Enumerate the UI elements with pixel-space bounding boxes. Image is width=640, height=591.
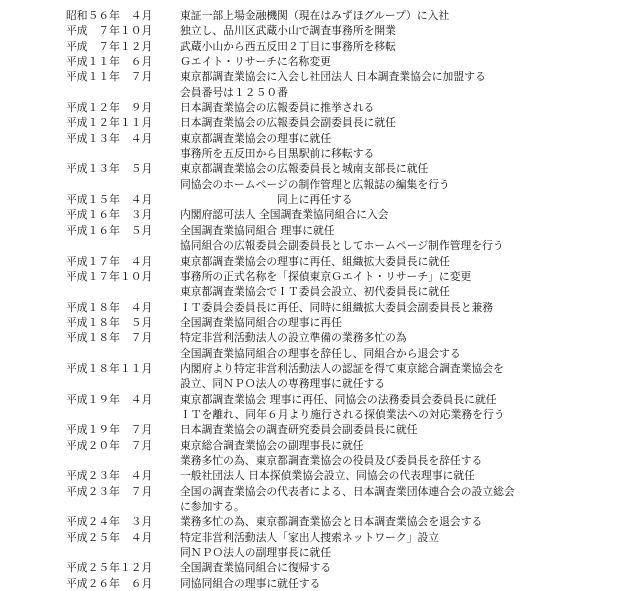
history-row	[0, 468, 640, 483]
history-text: 同協会のホームページの制作管理と広報誌の編集を行う	[180, 177, 450, 191]
history-date: 平成１７年 ４月	[66, 254, 153, 268]
history-text: 一般社団法人 日本探偵業協会設立、同協会の代表理事に就任	[180, 469, 475, 483]
history-text: ＩＴを離れ、同年６月より施行される探偵業法への対応業務を行う	[180, 407, 505, 421]
history-row	[0, 530, 640, 545]
history-date: 平成１８年１１月	[66, 361, 153, 375]
history-text: 東京都調査業協会に入会し社団法人 日本調査業協会に加盟する	[180, 70, 486, 84]
history-text: 事務所の正式名称を「探偵東京Ｇエイト・リサーチ」に変更	[180, 269, 472, 283]
history-date: 平成２３年 ７月	[66, 484, 153, 498]
history-row	[0, 560, 640, 575]
history-date: 平成１３年 ５月	[66, 162, 153, 176]
history-date: 平成２６年 ６月	[66, 576, 153, 590]
history-text: 同ＮＰＯ法人の副理事長に就任	[180, 546, 332, 560]
history-text: 同協同組合の理事に就任する	[180, 576, 321, 590]
history-date: 昭和５６年 ４月	[66, 9, 153, 22]
history-row	[0, 85, 640, 100]
history-row	[0, 69, 640, 84]
history-text: 東京都調査業協会の広報委員長と城南支部長に就任	[180, 162, 429, 176]
history-text: 設立、同ＮＰＯ法人の専務理事に就任する	[180, 377, 386, 391]
history-row	[0, 39, 640, 54]
history-row	[0, 207, 640, 222]
history-text: 東京都調査業協会 理事に再任、同協会の法務委員会委員長に就任	[180, 392, 497, 406]
history-date: 平成２５年 ４月	[66, 530, 153, 544]
history-text: 内閣府認可法人 全国調査業協同組合に入会	[180, 208, 389, 222]
history-text: 全国調査業協同組合 理事に就任	[180, 223, 335, 237]
history-row	[0, 300, 640, 315]
history-date: 平成１６年 ３月	[66, 208, 153, 222]
history-text: 東京総合調査業協会の副理事長に就任	[180, 438, 364, 452]
history-row	[0, 100, 640, 115]
history-date: 平成１３年 ４月	[66, 131, 153, 145]
history-row	[0, 223, 640, 238]
history-row	[0, 23, 640, 38]
history-row	[0, 576, 640, 591]
history-row	[0, 8, 640, 23]
history-row	[0, 545, 640, 560]
history-text: 東京都調査業協会の理事に再任、組織拡大委員長に就任	[180, 254, 450, 268]
history-text: 協同組合の広報委員会副委員長としてホームページ制作管理を行う	[180, 239, 504, 253]
history-row	[0, 284, 640, 299]
history-row	[0, 361, 640, 376]
history-row	[0, 269, 640, 284]
history-text: 東証一部上場金融機関（現在はみずほグループ）に入社	[180, 9, 450, 22]
history-text: 事務所を五反田から目黒駅前に移転する	[180, 147, 375, 161]
history-text: 特定非営利活動法人「家出人捜索ネットワーク」設立	[180, 530, 440, 544]
history-date: 平成１５年 ４月	[66, 193, 153, 207]
history-date: 平成２３年 ４月	[66, 469, 153, 483]
history-row	[0, 131, 640, 146]
history-date: 平成１９年 ７月	[66, 423, 153, 437]
history-date: 平成１１年 ６月	[66, 55, 153, 69]
history-text: 全国調査業協同組合に復帰する	[180, 561, 332, 575]
history-text: 武蔵小山から西五反田２丁目に事務所を移転	[180, 39, 396, 53]
history-date: 平成２５年１２月	[66, 561, 153, 575]
history-row	[0, 499, 640, 514]
history-text: Ｇエイト・リサーチに名称変更	[180, 55, 331, 69]
history-row	[0, 438, 640, 453]
history-date: 平成１２年１１月	[66, 116, 153, 130]
history-text: 業務多忙の為、東京都調査業協会と日本調査業協会を退会する	[180, 515, 483, 529]
history-date: 平成１１年 ７月	[66, 70, 153, 84]
history-row	[0, 238, 640, 253]
history-row	[0, 115, 640, 130]
history-date: 平成 ７年１２月	[66, 39, 153, 53]
history-date: 平成１８年 ７月	[66, 331, 153, 345]
history-text: 内閣府より特定非営利活動法人の認証を得て東京総合調査業協会を	[180, 361, 504, 375]
history-text: 同上に再任する	[277, 193, 353, 207]
history-text: 日本調査業協会の調査研究委員会副委員長に就任	[180, 423, 418, 437]
history-row	[0, 422, 640, 437]
history-row	[0, 177, 640, 192]
history-text: 全国調査業協同組合の理事に再任	[180, 315, 342, 329]
history-row	[0, 54, 640, 69]
history-row	[0, 453, 640, 468]
history-text: に参加する。	[180, 500, 245, 513]
history-date: 平成２０年 ７月	[66, 438, 153, 452]
history-row	[0, 392, 640, 407]
history-row	[0, 346, 640, 361]
history-row	[0, 376, 640, 391]
history-text: 東京都調査業協会の理事に就任	[180, 131, 332, 145]
history-text: 日本調査業協会の広報委員会副委員長に就任	[180, 116, 396, 130]
history-date: 平成１８年 ５月	[66, 315, 153, 329]
history-text: 全国調査業協同組合の理事を辞任し、同組合から退会する	[180, 346, 461, 360]
history-date: 平成 ７年１０月	[66, 24, 153, 38]
history-text: 日本調査業協会の広報委員に推挙される	[180, 101, 375, 115]
history-date: 平成１２年 ９月	[66, 101, 153, 115]
history-row	[0, 161, 640, 176]
history-row	[0, 146, 640, 161]
history-date: 平成２４年 ３月	[66, 515, 153, 529]
history-row	[0, 484, 640, 499]
history-row	[0, 192, 640, 207]
history-text: 独立し、品川区武蔵小山で調査事務所を開業	[180, 24, 396, 38]
history-text: 東京都調査業協会でＩＴ委員会設立、初代委員長に就任	[180, 285, 450, 299]
history-date: 平成１６年 ５月	[66, 223, 153, 237]
history-text: 全国の調査業協会の代表者による、日本調査業団体連合会の設立総会	[180, 484, 515, 498]
history-text: 会員番号は１２５０番	[180, 85, 288, 99]
career-history	[0, 8, 640, 591]
history-row	[0, 254, 640, 269]
history-date: 平成１７年１０月	[66, 269, 153, 283]
history-date: 平成１９年 ４月	[66, 392, 153, 406]
history-row	[0, 315, 640, 330]
history-text: ＩＴ委員会委員長に再任、同時に組織拡大委員会副委員長と兼務	[180, 300, 494, 314]
history-date: 平成１８年 ４月	[66, 300, 153, 314]
history-row	[0, 407, 640, 422]
history-row	[0, 330, 640, 345]
history-text: 特定非営利活動法人の設立準備の業務多忙の為	[180, 331, 407, 345]
history-row	[0, 514, 640, 529]
history-text: 業務多忙の為、東京都調査業協会の役員及び委員長を辞任する	[180, 453, 483, 467]
